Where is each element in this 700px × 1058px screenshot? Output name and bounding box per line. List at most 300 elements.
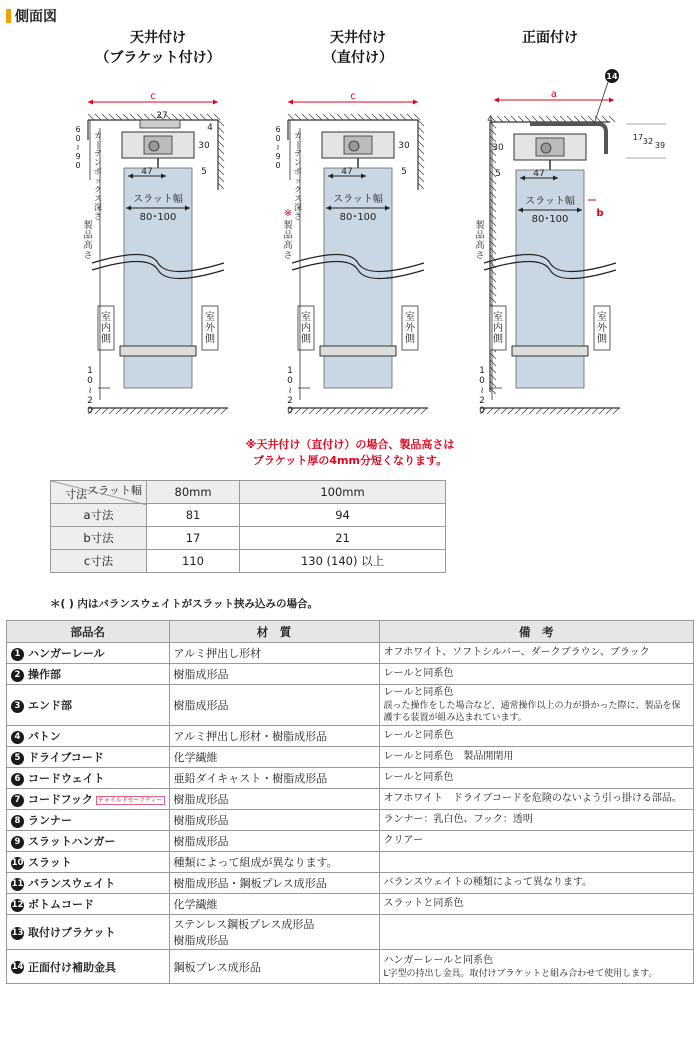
wall [490, 157, 496, 163]
indoor-label: 側 [101, 334, 111, 345]
box-depth-label: | [96, 140, 100, 149]
part-name: バトン [28, 730, 61, 743]
part-number-badge: 6 [11, 773, 24, 786]
table-row [7, 831, 694, 852]
dim-5-label: 5 [401, 167, 407, 177]
slat-width-values: 80･100 [531, 214, 569, 225]
box-depth-label: ス [94, 194, 102, 203]
ceiling [95, 114, 101, 120]
box-wall [218, 183, 224, 189]
box-depth-value: ≀ [276, 143, 280, 152]
indoor-label: 室 [301, 312, 311, 323]
floor [515, 408, 521, 414]
box-wall [218, 127, 224, 133]
part-name: スラット [28, 856, 72, 869]
box-depth-value: 0 [75, 161, 81, 170]
ceiling [546, 116, 552, 122]
floor [337, 408, 343, 414]
part-note: レールと同系色 [383, 668, 454, 679]
floor [543, 408, 549, 414]
side-view-diagrams [0, 28, 700, 468]
floor [578, 408, 584, 414]
outdoor-label: 側 [597, 334, 607, 345]
table-row [7, 873, 694, 894]
wall [490, 381, 496, 387]
ceiling [323, 114, 329, 120]
indoor-label: 内 [301, 323, 311, 334]
callout-leader [594, 82, 608, 124]
part-number-badge: 12 [11, 899, 24, 910]
table-row [7, 950, 694, 984]
part-name: エンド部 [28, 699, 72, 712]
part-note: レールと同系色 製品開閉用 [383, 751, 514, 762]
box-wall [218, 162, 224, 168]
box-wall [218, 120, 224, 126]
bottom-gap-label: ≀ [288, 386, 292, 396]
bottom-gap-label: ≀ [88, 386, 92, 396]
part-name-cell [7, 950, 170, 984]
box-depth-label: ス [294, 194, 302, 203]
floor [179, 408, 185, 414]
bottom-gap-label: 0 [479, 406, 485, 416]
part-note-cell [379, 810, 693, 831]
table-cell: 110 [147, 550, 240, 573]
ceiling [414, 114, 420, 120]
ceiling [379, 114, 385, 120]
floor [193, 408, 199, 414]
indoor-label: 側 [493, 334, 503, 345]
section-marker [6, 9, 11, 23]
red-note-line1: ※天井付け（直付け）の場合、製品高さは [245, 438, 455, 451]
dim-39-label: 39 [654, 141, 666, 150]
floor [407, 408, 413, 414]
part-note-cell [379, 831, 693, 852]
part-material: 化学繊維 [169, 747, 379, 768]
part-name-cell [7, 747, 170, 768]
height-label: さ [475, 251, 485, 261]
part-material: アルミ押出し形材・樹脂成形品 [169, 726, 379, 747]
floor [316, 408, 322, 414]
box-depth-label: 深 [294, 203, 302, 212]
box-wall [418, 162, 424, 168]
wall [490, 248, 496, 254]
floor [351, 408, 357, 414]
floor [221, 408, 227, 414]
parts-col-header: 備 考 [379, 621, 693, 643]
part-note: スラットと同系色 [383, 898, 464, 909]
diagram-subtitle: （直付け） [323, 50, 393, 66]
ceiling [302, 114, 308, 120]
box-wall [218, 155, 224, 161]
dim-30-label: 30 [398, 141, 410, 151]
floor [123, 408, 129, 414]
b-dimension-label: b [596, 208, 604, 219]
diagram-title: 天井付け [130, 30, 186, 46]
wall [490, 213, 496, 219]
wall [490, 199, 496, 205]
part-note: ハンガーレールと同系色 [383, 954, 494, 966]
balance-weight [320, 346, 396, 356]
top-dimension-label: a [550, 89, 558, 100]
dim-5-label: 5 [495, 169, 501, 179]
dim-17-label: 17 [632, 133, 644, 142]
bottom-gap-label: 0 [87, 406, 93, 416]
box-wall [418, 127, 424, 133]
section-title [6, 6, 57, 26]
top-dimension-line [494, 98, 499, 103]
ceiling [144, 114, 150, 120]
part-note-cell [379, 873, 693, 894]
table-row [51, 550, 446, 573]
part-name-cell [7, 873, 170, 894]
part-note-cell [379, 852, 693, 873]
ceiling [102, 114, 108, 120]
floor [186, 408, 192, 414]
parts-table [6, 620, 694, 984]
ceiling [358, 114, 364, 120]
row-label: a寸法 [51, 504, 147, 527]
ceiling [88, 114, 94, 120]
height-label: さ [283, 251, 293, 261]
part-number-badge: 2 [11, 669, 24, 682]
indoor-label: 内 [493, 323, 503, 334]
box-depth-label: ッ [94, 176, 102, 185]
box-wall [418, 183, 424, 189]
parts-col-header: 部品名 [7, 621, 170, 643]
part-note: ランナー：乳白色、フック：透明 [383, 814, 533, 825]
part-name-cell [7, 726, 170, 747]
ceiling [137, 114, 143, 120]
part-note-detail: L字型の持出し金具。取付けブラケットと組み合わせて使用します。 [383, 968, 658, 979]
ceiling [581, 116, 587, 122]
dim-47-label: 47 [141, 167, 153, 177]
table-row [7, 915, 694, 950]
part-note-cell [379, 726, 693, 747]
box-depth-label: テ [294, 149, 302, 158]
floor [522, 408, 528, 414]
bottom-gap-label: 0 [287, 406, 293, 416]
table-cell: 21 [240, 527, 446, 550]
height-label: 品 [283, 231, 293, 241]
top-dimension-line [288, 100, 293, 105]
box-depth-label: ボ [94, 167, 102, 176]
dim-27-label: 27 [156, 111, 168, 121]
slat-width-values: 80･100 [339, 212, 377, 223]
dim-47-label: 47 [341, 167, 353, 177]
table-row [7, 852, 694, 873]
box-depth-value: 6 [275, 125, 281, 134]
bottom-gap-label: 0 [87, 376, 93, 386]
ceiling [316, 114, 322, 120]
wall [490, 388, 496, 394]
parts-table-body [7, 643, 694, 984]
floor [158, 408, 164, 414]
ceiling [567, 116, 573, 122]
slat-width-label: スラット幅 [525, 196, 575, 207]
floor [330, 408, 336, 414]
slat-width-label: スラット幅 [133, 194, 183, 205]
part-material: 樹脂成形品 [169, 685, 379, 726]
table-row [7, 747, 694, 768]
floor [295, 408, 301, 414]
floor [309, 408, 315, 414]
floor [529, 408, 535, 414]
part-note: オフホワイト ドライブコードを危険のないよう引っ掛ける部品。 [383, 793, 682, 804]
bottom-gap-label: 0 [479, 376, 485, 386]
part-note-detail: 誤った操作をした場合など、通常操作以上の力が掛かった際に、製品を保護する装置が組み込まれています。 [383, 701, 681, 723]
floor [536, 408, 542, 414]
table-row [7, 664, 694, 685]
dim-4-label: 4 [487, 115, 493, 125]
slat-width-values: 80･100 [139, 212, 177, 223]
table-row [7, 768, 694, 789]
floor [323, 408, 329, 414]
box-wall [418, 169, 424, 175]
part-name-cell [7, 685, 170, 726]
box-depth-value: ≀ [76, 143, 80, 152]
dimension-table [50, 480, 446, 573]
mounting-bracket [140, 120, 180, 128]
bottom-gap-label: 1 [287, 366, 293, 376]
footnote: ＊( ) 内はバランスウェイトがスラット挟み込みの場合。 [50, 598, 318, 610]
indoor-label: 内 [101, 323, 111, 334]
part-name: ランナー [28, 814, 72, 827]
runner-wheel [349, 141, 359, 151]
table-row [7, 810, 694, 831]
ceiling [186, 114, 192, 120]
top-dimension-line [413, 100, 418, 105]
ceiling [207, 114, 213, 120]
table-row [7, 685, 694, 726]
box-depth-value: 0 [275, 134, 281, 143]
wall [490, 283, 496, 289]
floor [109, 408, 115, 414]
red-note-line2: ブラケット厚の4mm分短くなります。 [252, 454, 448, 467]
part-note-cell [379, 685, 693, 726]
box-wall [418, 155, 424, 161]
height-label: 高 [475, 241, 485, 251]
box-wall [418, 120, 424, 126]
table-cell: 130 (140) 以上 [240, 550, 446, 573]
bottom-gap-label: 2 [87, 396, 93, 406]
part-material: 亜鉛ダイキャスト・樹脂成形品 [169, 768, 379, 789]
floor [571, 408, 577, 414]
table-row [51, 504, 446, 527]
ceiling [130, 114, 136, 120]
dim-47-label: 47 [533, 169, 545, 179]
diagram-subtitle: （ブラケット付け） [95, 50, 221, 66]
ceiling [172, 114, 178, 120]
runner-wheel [541, 143, 551, 153]
dimension-table-corner [51, 481, 147, 504]
table-cell: 81 [147, 504, 240, 527]
row-label: c寸法 [51, 550, 147, 573]
wall [490, 129, 496, 135]
ceiling [214, 114, 220, 120]
height-label: 品 [83, 231, 93, 241]
part-note-cell [379, 747, 693, 768]
part-name-cell [7, 789, 170, 810]
table-cell: 17 [147, 527, 240, 550]
dim-col-header: 80mm [147, 481, 240, 504]
height-label: 品 [475, 231, 485, 241]
part-name-cell [7, 810, 170, 831]
table-cell: 94 [240, 504, 446, 527]
ceiling [553, 116, 559, 122]
part-name: バランスウェイト [28, 877, 116, 890]
box-wall [418, 134, 424, 140]
top-dimension-label: c [350, 91, 356, 102]
height-label: 製 [475, 221, 485, 231]
box-depth-label: ボ [294, 167, 302, 176]
outdoor-label: 外 [205, 323, 215, 334]
ceiling [116, 114, 122, 120]
corner-bottom-label: 寸法 [65, 488, 87, 501]
floor [365, 408, 371, 414]
ceiling [511, 116, 517, 122]
wall [490, 353, 496, 359]
ceiling [386, 114, 392, 120]
box-depth-label: ン [294, 158, 302, 167]
part-material: ステンレス鋼板プレス成形品 樹脂成形品 [169, 915, 379, 950]
floor [564, 408, 570, 414]
ceiling [393, 114, 399, 120]
part-name: スラットハンガー [28, 835, 116, 848]
top-dimension-label: c [150, 91, 156, 102]
floor [372, 408, 378, 414]
ceiling [609, 116, 615, 122]
box-wall [218, 134, 224, 140]
dim-col-header: 100mm [240, 481, 446, 504]
dim-5-label: 5 [201, 167, 207, 177]
wall [490, 136, 496, 142]
floor [379, 408, 385, 414]
corner-top-label: スラット幅 [87, 484, 142, 497]
part-material: 樹脂成形品 [169, 664, 379, 685]
part-note: オフホワイト、ソフトシルバー、ダークブラウン、ブラック [383, 647, 650, 658]
part-note-cell [379, 915, 693, 950]
box-depth-label: ン [94, 158, 102, 167]
box-depth-label: テ [94, 149, 102, 158]
floor [613, 408, 619, 414]
floor [501, 408, 507, 414]
part-note-cell [379, 664, 693, 685]
height-label: 高 [283, 241, 293, 251]
bottom-gap-label: 2 [287, 396, 293, 406]
floor [550, 408, 556, 414]
box-depth-value: 6 [75, 125, 81, 134]
part-material: 種類によって組成が異なります。 [169, 852, 379, 873]
outdoor-label: 室 [597, 312, 607, 323]
part-number-badge: 11 [11, 878, 24, 889]
wall [490, 185, 496, 191]
floor [599, 408, 605, 414]
part-material: 鋼板プレス成形品 [169, 950, 379, 984]
outdoor-label: 外 [597, 323, 607, 334]
part-material: 樹脂成形品 [169, 810, 379, 831]
top-dimension-line [609, 98, 614, 103]
part-number-badge: 3 [11, 700, 24, 713]
ceiling [288, 114, 294, 120]
top-dimension-line [88, 100, 93, 105]
part-material: 樹脂成形品 [169, 831, 379, 852]
ceiling [588, 116, 594, 122]
ceiling [407, 114, 413, 120]
part-name: コードウェイト [28, 772, 105, 785]
wall [490, 374, 496, 380]
ceiling [337, 114, 343, 120]
part-name: ドライブコード [28, 751, 104, 764]
bottom-gap-label: 0 [287, 376, 293, 386]
outdoor-label: 側 [205, 334, 215, 345]
part-note-cell [379, 768, 693, 789]
floor [487, 408, 493, 414]
part-material: 樹脂成形品・鋼板プレス成形品 [169, 873, 379, 894]
box-depth-label: | [296, 140, 300, 149]
part-material: 樹脂成形品 [169, 789, 379, 810]
part-note-cell [379, 950, 693, 984]
box-depth-label: ク [294, 185, 302, 194]
ceiling [193, 114, 199, 120]
box-wall [218, 141, 224, 147]
ceiling [504, 116, 510, 122]
part-name: ハンガーレール [28, 647, 105, 660]
part-name-cell [7, 852, 170, 873]
part-number-badge: 14 [11, 962, 24, 972]
box-depth-value: 9 [275, 152, 281, 161]
bottom-gap-label: 1 [87, 366, 93, 376]
floor [606, 408, 612, 414]
ceiling [560, 116, 566, 122]
row-label: b寸法 [51, 527, 147, 550]
ceiling [123, 114, 129, 120]
wall [490, 360, 496, 366]
balance-weight [120, 346, 196, 356]
floor [585, 408, 591, 414]
ceiling [351, 114, 357, 120]
ceiling [372, 114, 378, 120]
ceiling [400, 114, 406, 120]
wall [490, 241, 496, 247]
dim-30-label: 30 [492, 143, 504, 153]
part-name-cell [7, 643, 170, 664]
height-mark: ※ [283, 208, 293, 219]
floor [116, 408, 122, 414]
part-material: アルミ押出し形材 [169, 643, 379, 664]
floor [172, 408, 178, 414]
ceiling [574, 116, 580, 122]
child-safety-badge: チャイルドセーフティー [97, 796, 163, 804]
box-wall [218, 148, 224, 154]
box-depth-value: 0 [75, 134, 81, 143]
top-dimension-line [213, 100, 218, 105]
floor [207, 408, 213, 414]
wall [490, 297, 496, 303]
ceiling [532, 116, 538, 122]
indoor-label: 室 [493, 312, 503, 323]
dim-32-label: 32 [642, 137, 654, 146]
floor [102, 408, 108, 414]
ceiling [518, 116, 524, 122]
bottom-gap-label: 2 [479, 396, 485, 406]
ceiling [295, 114, 301, 120]
wall [490, 269, 496, 275]
wall [490, 227, 496, 233]
box-depth-label: カ [294, 131, 302, 140]
floor [494, 408, 500, 414]
part-number-badge: 7 [11, 794, 24, 807]
part-material: 化学繊維 [169, 894, 379, 915]
